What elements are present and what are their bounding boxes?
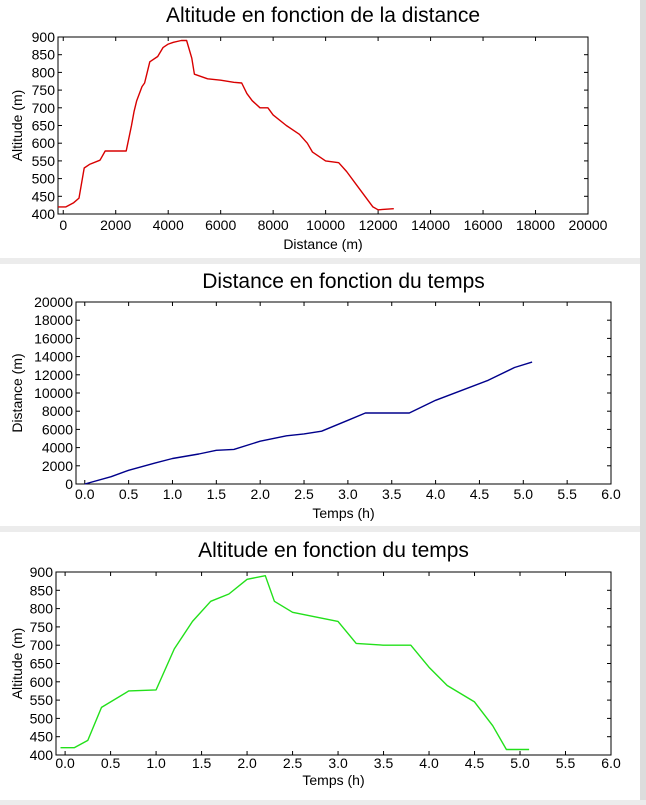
y-tick-label: 800 [31,64,55,81]
x-axis-label: Temps (h) [312,505,375,521]
y-tick-label: 450 [29,728,53,745]
y-tick-label: 700 [31,99,55,116]
chart-altitude-distance [0,0,640,258]
x-tick-label: 2.5 [294,486,314,502]
chart-panel-altitude-time [0,532,640,800]
x-tick-label: 14000 [411,217,451,233]
chart-title: Altitude en fonction du temps [198,539,469,562]
y-tick-label: 650 [31,117,55,134]
y-tick-label: 900 [29,564,53,580]
x-tick-label: 2000 [100,217,132,233]
x-tick-label: 18000 [516,217,555,233]
y-tick-label: 850 [29,582,53,599]
y-tick-label: 8000 [41,403,73,420]
x-tick-label: 5.5 [555,755,576,771]
x-tick-label: 1.5 [191,755,212,771]
y-tick-label: 16000 [34,330,73,347]
y-tick-label: 10000 [34,385,73,401]
x-tick-label: 12000 [358,217,398,233]
x-tick-label: 5.0 [513,486,534,502]
x-tick-label: 1.5 [206,486,227,502]
y-tick-label: 20000 [34,294,73,310]
y-tick-label: 650 [29,655,53,672]
x-tick-label: 0.5 [118,486,139,502]
y-tick-label: 6000 [41,421,73,438]
window-edge [640,0,646,800]
x-tick-label: 6000 [205,217,237,233]
x-tick-label: 3.0 [328,755,348,771]
x-tick-label: 2.0 [250,486,270,502]
y-tick-label: 750 [31,82,55,99]
x-tick-label: 1.0 [146,755,166,771]
x-tick-label: 6.0 [601,486,621,502]
x-tick-label: 6.0 [601,755,621,771]
x-tick-label: 10000 [306,217,346,233]
x-tick-label: 1.0 [162,486,183,502]
chart-distance-time [0,264,640,526]
x-tick-label: 5.0 [510,755,530,771]
y-axis-label: Altitude (m) [9,627,25,700]
y-tick-label: 700 [29,637,53,654]
x-axis-label: Distance (m) [283,236,363,252]
x-tick-label: 3.5 [382,486,402,502]
y-tick-label: 600 [29,673,53,690]
y-tick-label: 400 [31,206,55,222]
y-tick-label: 900 [31,29,55,45]
x-tick-label: 3.5 [373,755,394,771]
y-tick-label: 550 [29,692,53,709]
chart-panel-altitude-distance [0,0,640,258]
y-tick-label: 550 [31,152,55,169]
x-axis-label: Temps (h) [302,772,365,788]
plot-area [56,572,611,755]
y-tick-label: 400 [29,747,53,763]
x-tick-label: 4.5 [469,486,490,502]
y-tick-label: 500 [29,710,53,727]
x-tick-label: 8000 [257,217,289,233]
x-tick-label: 4.0 [419,755,439,771]
y-tick-label: 750 [29,618,53,635]
x-tick-label: 16000 [463,217,503,233]
x-tick-label: 0.0 [75,486,95,502]
x-tick-label: 2.5 [282,755,303,771]
x-tick-label: 2.0 [237,755,257,771]
y-tick-label: 500 [31,170,55,187]
y-tick-label: 18000 [34,312,73,329]
chart-title: Distance en fonction du temps [202,270,485,293]
plot-area [58,37,588,214]
x-tick-label: 0.5 [100,755,121,771]
y-axis-label: Altitude (m) [9,89,25,162]
y-tick-label: 850 [31,46,55,63]
y-axis-label: Distance (m) [9,353,25,433]
x-tick-label: 0 [59,217,68,233]
plot-area [76,302,611,484]
x-tick-label: 4.0 [425,486,446,502]
y-tick-label: 4000 [41,439,73,456]
y-tick-label: 450 [31,188,55,205]
x-tick-label: 5.5 [557,486,577,502]
y-tick-label: 800 [29,600,53,617]
y-tick-label: 0 [65,476,73,492]
x-tick-label: 3.0 [338,486,358,502]
x-tick-label: 4.5 [464,755,485,771]
chart-title: Altitude en fonction de la distance [165,4,481,27]
x-tick-label: 0.0 [55,755,75,771]
y-tick-label: 2000 [41,457,73,474]
chart-altitude-time [0,532,640,800]
y-tick-label: 14000 [34,348,73,365]
chart-panel-distance-time [0,264,640,526]
y-tick-label: 12000 [34,366,73,383]
y-tick-label: 600 [31,135,55,152]
x-tick-label: 4000 [152,217,184,233]
x-tick-label: 20000 [568,217,608,233]
